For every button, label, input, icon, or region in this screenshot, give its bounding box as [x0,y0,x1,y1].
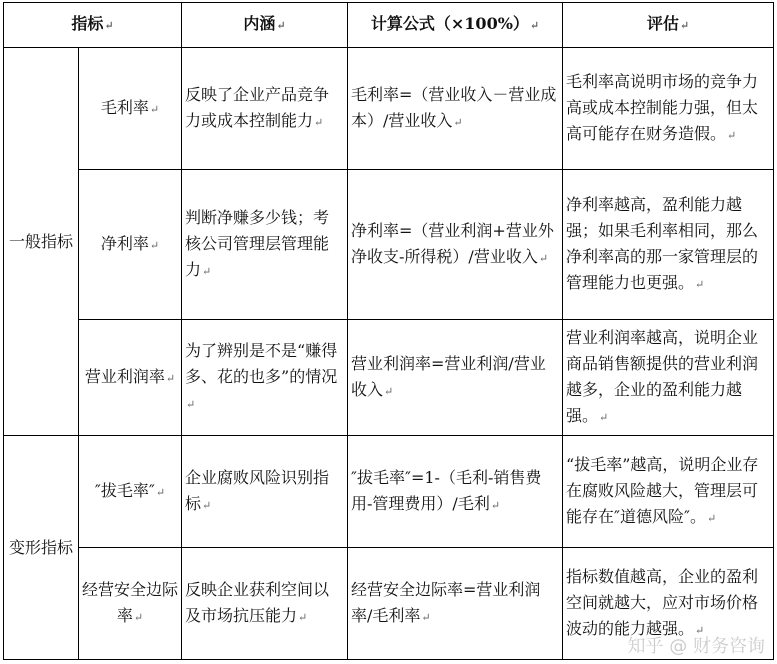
header-assessment: 评估↵ [563,3,774,48]
indicator-name: 毛利率↵ [79,48,182,170]
header-meaning: 内涵↵ [182,3,348,48]
indicator-meaning: 反映企业获利空间以及市场抗压能力↵ [182,548,348,660]
indicator-assessment: 营业利润率越高，说明企业商品销售额提供的营业利润越多，企业的盈利能力越强。↵ [563,320,774,436]
indicator-table [3,2,774,660]
header-formula: 计算公式（×100%）↵ [348,3,563,48]
indicator-meaning: 企业腐败风险识别指标↵ [182,436,348,548]
indicator-formula: ″拔毛率″=1-（毛利-销售费用-管理费用）/毛利↵ [348,436,563,548]
indicator-assessment: “拔毛率”越高，说明企业存在腐败风险越大，管理层可能存在″道德风险″。↵ [563,436,774,548]
indicator-name: 经营安全边际率↵ [79,548,182,660]
indicator-name: ″拔毛率″↵ [79,436,182,548]
table-row [4,170,774,320]
table-row [4,48,774,170]
indicator-name: 营业利润率↵ [79,320,182,436]
indicator-meaning: 判断净赚多少钱；考核公司管理层管理能力↵ [182,170,348,320]
indicator-meaning: 为了辨别是不是“赚得多、花的也多”的情况↵ [182,320,348,436]
indicator-assessment: 毛利率高说明市场的竞争力高或成本控制能力强，但太高可能存在财务造假。↵ [563,48,774,170]
table-row [4,320,774,436]
watermark: 知乎 @ 财务咨询 [627,636,765,657]
table-header-row [4,3,774,48]
header-indicator: 指标↵ [4,3,182,48]
indicator-assessment: 净利率越高，盈利能力越强；如果毛利率相同，那么净利率高的那一家管理层的管理能力也更强。↵ [563,170,774,320]
group-label-variant: 变形指标 [4,436,79,660]
indicator-formula: 经营安全边际率=营业利润率/毛利率↵ [348,548,563,660]
table-row [4,436,774,548]
indicator-formula: 毛利率=（营业收入－营业成本）/营业收入↵ [348,48,563,170]
group-label-general: 一般指标 [4,48,79,436]
indicator-meaning: 反映了企业产品竞争力或成本控制能力↵ [182,48,348,170]
indicator-name: 净利率↵ [79,170,182,320]
indicator-assessment: 指标数值越高，企业的盈利空间就越大，应对市场价格波动的能力越强。↵ [563,548,774,660]
indicator-formula: 净利率=（营业利润+营业外净收支-所得税）/营业收入↵ [348,170,563,320]
indicator-formula: 营业利润率=营业利润/营业收入↵ [348,320,563,436]
